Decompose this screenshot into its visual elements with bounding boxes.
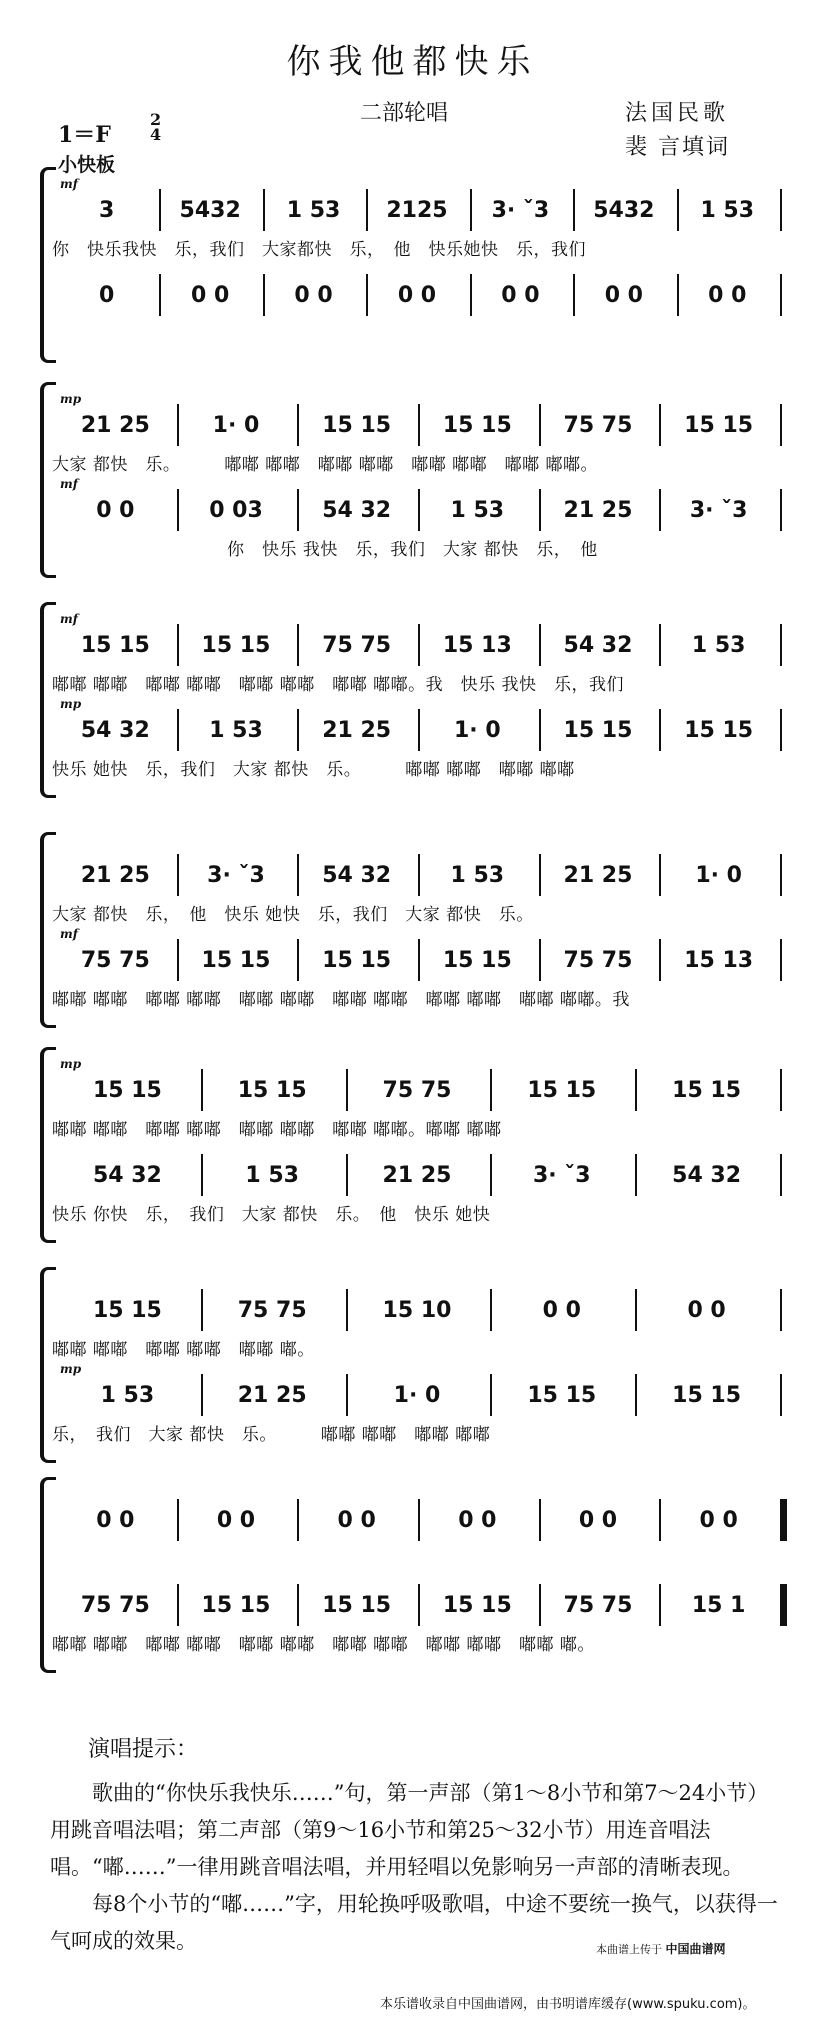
bar-line: [780, 274, 782, 316]
voice-1-notes: [40, 195, 785, 225]
measure: 0 0: [604, 282, 643, 308]
key-signature: 1＝F: [58, 122, 111, 148]
measure: 1 53: [450, 497, 505, 523]
measure: 15 15: [80, 632, 150, 658]
dynamic-marking: mf: [60, 477, 78, 491]
bar-line: [780, 489, 782, 531]
voice-2-notes: [40, 280, 785, 310]
measure: 3· ˇ3: [207, 862, 265, 888]
bar-line: [780, 939, 782, 981]
measure: 0 0: [687, 1297, 726, 1323]
measure: 15 15: [672, 1077, 742, 1103]
final-bar-line: [780, 1584, 787, 1626]
measure: 75 75: [237, 1297, 307, 1323]
measure: 21 25: [80, 412, 150, 438]
measure: 0 0: [699, 1507, 738, 1533]
measure: 75 75: [382, 1077, 452, 1103]
song-subtitle: 二部轮唱: [360, 101, 449, 126]
voice-2-notes: [40, 1590, 785, 1620]
voice-1-notes: [40, 860, 785, 890]
voice-1-lyrics: 大家 都快 乐， 他 快乐 她快 乐，我们 大家 都快 乐。: [52, 905, 534, 925]
voice-2-lyrics: 你 快乐 我快 乐，我们 大家 都快 乐， 他: [52, 540, 598, 560]
dynamic-marking: mf: [60, 177, 78, 191]
measure: 0 0: [190, 282, 230, 308]
measure: 2125: [386, 197, 448, 223]
measure: 0 0: [294, 282, 333, 308]
voice-2-lyrics: 嘟嘟 嘟嘟 嘟嘟 嘟嘟 嘟嘟 嘟嘟 嘟嘟 嘟嘟 嘟嘟 嘟嘟 嘟嘟 嘟。: [52, 1635, 595, 1655]
bar-line: [780, 624, 782, 666]
measure: 21 25: [237, 1382, 307, 1408]
measure: 1· 0: [212, 412, 260, 438]
measure: 75 75: [563, 412, 633, 438]
voice-1-notes: [40, 1075, 785, 1105]
tips-heading: 演唱提示：: [88, 1737, 199, 1762]
dynamic-marking: mp: [60, 697, 82, 711]
measure: 0 0: [708, 282, 747, 308]
measure: 1· 0: [393, 1382, 441, 1408]
measure: 0 0: [337, 1507, 376, 1533]
measure: 75 75: [563, 947, 633, 973]
voice-1-lyrics: 你 快乐我快 乐，我们 大家都快 乐， 他 快乐她快 乐，我们: [52, 240, 586, 260]
score-system: [40, 165, 785, 365]
measure: 1 53: [700, 197, 755, 223]
measure: 54 32: [322, 862, 392, 888]
voice-2-lyrics: 快乐 你快 乐， 我们 大家 都快 乐。 他 快乐 她快: [52, 1205, 491, 1225]
measure: 15 15: [442, 947, 512, 973]
score-system: [40, 1265, 785, 1465]
upload-note: [596, 1940, 726, 1957]
time-signature-bottom: 4: [150, 125, 162, 144]
tips-paragraph-1: 歌曲的“你快乐我快乐……”句，第一声部（第1～8小节和第7～24小节）用跳音唱法唱；第二声部（第9～16小节和第25～32小节）用连音唱法唱。“嘟……”一律用跳音唱法唱，并用轻唱以免影响另一声部的清晰表现。: [50, 1781, 769, 1879]
voice-2-notes: [40, 495, 785, 525]
measure: 3: [99, 197, 115, 223]
measure: 3· ˇ3: [532, 1162, 591, 1188]
time-signature-top: 2: [150, 110, 162, 129]
measure: 15 15: [442, 1592, 512, 1618]
upload-site: 中国曲谱网: [665, 1942, 726, 1956]
measure: 15 15: [322, 412, 392, 438]
bar-line: [780, 404, 782, 446]
measure: 15 1: [691, 1592, 746, 1618]
measure: 54 32: [563, 632, 633, 658]
measure: 54 32: [92, 1162, 162, 1188]
measure: 21 25: [563, 497, 633, 523]
measure: 54 32: [80, 717, 150, 743]
score-system: [40, 600, 785, 800]
measure: 1· 0: [695, 862, 742, 888]
voice-2-lyrics: 乐， 我们 大家 都快 乐。 嘟嘟 嘟嘟 嘟嘟 嘟嘟: [52, 1425, 491, 1445]
bar-line: [780, 1154, 782, 1196]
measure: 15 15: [237, 1077, 307, 1103]
measure: 0 0: [397, 282, 437, 308]
measure: 5432: [179, 197, 241, 223]
measure: 0 0: [216, 1507, 256, 1533]
measure: 15 15: [672, 1382, 742, 1408]
score-system: [40, 830, 785, 1030]
measure: 15 15: [201, 947, 271, 973]
final-bar-line: [780, 1499, 787, 1541]
voice-1-notes: [40, 1505, 785, 1535]
measure: 54 32: [322, 497, 392, 523]
song-lyricist: 裴 言填词: [625, 135, 730, 160]
bar-line: [780, 1374, 782, 1416]
bar-line: [780, 854, 782, 896]
song-origin: 法国民歌: [625, 101, 730, 126]
measure: 0 0: [96, 1507, 135, 1533]
measure: 1· 0: [454, 717, 501, 743]
voice-2-notes: [40, 1160, 785, 1190]
measure: 1 53: [100, 1382, 155, 1408]
measure: 75 75: [322, 632, 392, 658]
dynamic-marking: mf: [60, 927, 78, 941]
measure: 5432: [593, 197, 655, 223]
score-system: [40, 380, 785, 580]
measure: 75 75: [80, 1592, 150, 1618]
measure: 15 15: [684, 717, 754, 743]
score-system: [40, 1475, 785, 1675]
voice-2-notes: [40, 715, 785, 745]
measure: 21 25: [382, 1162, 452, 1188]
voice-1-lyrics: 嘟嘟 嘟嘟 嘟嘟 嘟嘟 嘟嘟 嘟嘟 嘟嘟 嘟嘟。我 快乐 我快 乐，我们: [52, 675, 625, 695]
voice-2-notes: [40, 945, 785, 975]
voice-1-lyrics: 大家 都快 乐。 嘟嘟 嘟嘟 嘟嘟 嘟嘟 嘟嘟 嘟嘟 嘟嘟 嘟嘟。: [52, 455, 599, 475]
measure: 0 0: [578, 1507, 618, 1533]
upload-prefix: 本曲谱上传于: [596, 1943, 662, 1956]
dynamic-marking: mp: [60, 392, 82, 406]
measure: 1 53: [245, 1162, 299, 1188]
measure: 0 03: [209, 497, 263, 523]
measure: 0 0: [501, 282, 540, 308]
measure: 21 25: [322, 717, 392, 743]
measure: 1 53: [209, 717, 263, 743]
measure: 15 15: [201, 632, 271, 658]
measure: 0 0: [458, 1507, 497, 1533]
score-system: [40, 1045, 785, 1245]
dynamic-marking: mp: [60, 1057, 82, 1071]
voice-1-notes: [40, 1295, 785, 1325]
measure: 3· ˇ3: [491, 197, 550, 223]
measure: 15 13: [684, 947, 754, 973]
measure: 75 75: [563, 1592, 633, 1618]
measure: 0: [99, 282, 115, 308]
voice-1-lyrics: 嘟嘟 嘟嘟 嘟嘟 嘟嘟 嘟嘟 嘟嘟 嘟嘟 嘟嘟。嘟嘟 嘟嘟: [52, 1120, 502, 1140]
voice-2-lyrics: 嘟嘟 嘟嘟 嘟嘟 嘟嘟 嘟嘟 嘟嘟 嘟嘟 嘟嘟 嘟嘟 嘟嘟 嘟嘟 嘟嘟。我: [52, 990, 630, 1010]
measure: 1 53: [286, 197, 341, 223]
measure: 21 25: [563, 862, 633, 888]
bar-line: [780, 709, 782, 751]
tips-body: [50, 1775, 785, 1960]
measure: 15 15: [322, 947, 392, 973]
measure: 15 15: [527, 1382, 597, 1408]
measure: 75 75: [80, 947, 150, 973]
measure: 15 13: [442, 632, 512, 658]
measure: 15 15: [92, 1077, 162, 1103]
voice-1-notes: [40, 410, 785, 440]
measure: 54 32: [672, 1162, 742, 1188]
time-signature: [150, 112, 161, 142]
footer-note: 本乐谱收录自中国曲谱网，由书明谱库缓存(www.spuku.com)。: [380, 1997, 756, 2012]
measure: 3· ˇ3: [689, 497, 748, 523]
song-title: 你我他都快乐: [286, 42, 539, 82]
bar-line: [780, 1069, 782, 1111]
dynamic-marking: mf: [60, 612, 78, 626]
measure: 21 25: [80, 862, 150, 888]
measure: 15 15: [527, 1077, 597, 1103]
bar-line: [780, 189, 782, 231]
measure: 15 10: [382, 1297, 452, 1323]
measure: 15 15: [563, 717, 633, 743]
measure: 15 15: [442, 412, 512, 438]
voice-2-notes: [40, 1380, 785, 1410]
measure: 1 53: [691, 632, 746, 658]
voice-1-lyrics: 嘟嘟 嘟嘟 嘟嘟 嘟嘟 嘟嘟 嘟。: [52, 1340, 315, 1360]
measure: 15 15: [201, 1592, 271, 1618]
voice-2-lyrics: 快乐 她快 乐，我们 大家 都快 乐。 嘟嘟 嘟嘟 嘟嘟 嘟嘟: [52, 760, 575, 780]
bar-line: [780, 1289, 782, 1331]
measure: 15 15: [92, 1297, 162, 1323]
measure: 15 15: [684, 412, 754, 438]
measure: 0 0: [96, 497, 135, 523]
voice-1-notes: [40, 630, 785, 660]
tips-paragraph-2: 每8个小节的“嘟……”字，用轮换呼吸歌唱，中途不要统一换气，以获得一气呵成的效果。: [50, 1892, 778, 1953]
measure: 0 0: [542, 1297, 581, 1323]
dynamic-marking: mp: [60, 1362, 82, 1376]
measure: 15 15: [322, 1592, 392, 1618]
tempo-marking: 小快板: [58, 154, 116, 176]
measure: 1 53: [450, 862, 505, 888]
